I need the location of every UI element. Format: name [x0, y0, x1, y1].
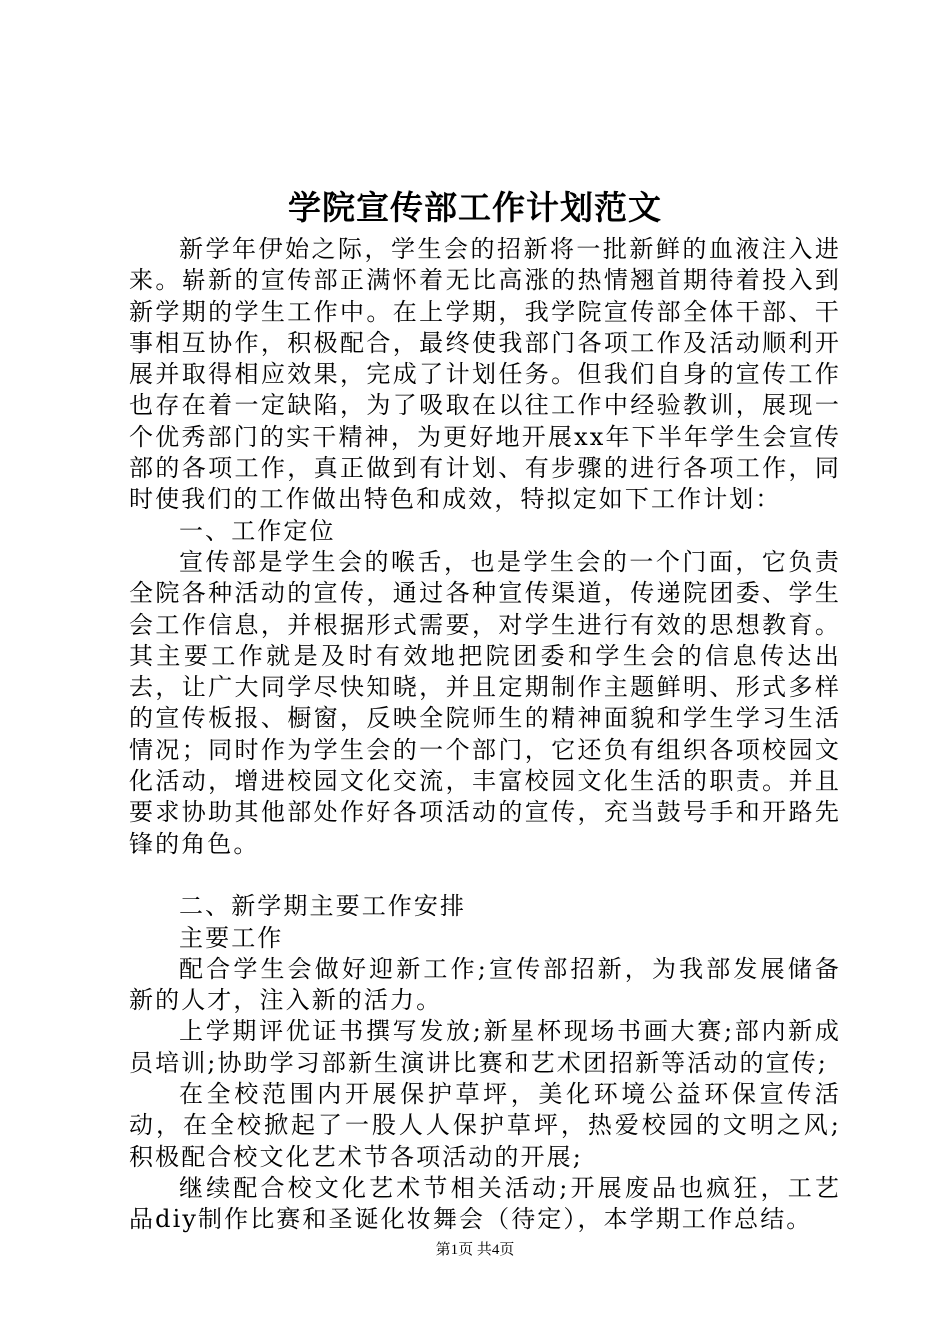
paragraph-work-item-1: 配合学生会做好迎新工作;宣传部招新，为我部发展储备新的人才，注入新的活力。	[129, 954, 841, 1015]
paragraph-work-item-4: 继续配合校文化艺术节相关活动;开展废品也疯狂，工艺品diy制作比赛和圣诞化妆舞会（待定），本学期工作总结。	[129, 1173, 841, 1234]
section-heading-arrangement: 二、新学期主要工作安排	[179, 892, 467, 921]
subheading-main-work: 主要工作	[179, 923, 284, 952]
document-body	[129, 234, 841, 1236]
section-heading-positioning: 一、工作定位	[179, 516, 336, 545]
paragraph-spacer	[129, 860, 841, 891]
paragraph-intro: 新学年伊始之际，学生会的招新将一批新鲜的血液注入进来。崭新的宣传部正满怀着无比高涨的热情翘首期待着投入到新学期的学生工作中。在上学期，我学院宣传部全体干部、干事相互协作，积极配合，最终使我部门各项工作及活动顺利开展并取得相应效果，完成了计划任务。但我们自身的宣传工作也存在着一定缺陷，为了吸取在以往工作中经验教训，展现一个优秀部门的实干精神，为更好地开展xx年下半年学生会宣传部的各项工作，真正做到有计划、有步骤的进行各项工作，同时使我们的工作做出特色和成效，特拟定如下工作计划：	[129, 235, 841, 514]
page-title: 学院宣传部工作计划范文	[288, 188, 662, 227]
paragraph-work-item-3: 在全校范围内开展保护草坪，美化环境公益环保宣传活动，在全校掀起了一股人人保护草坪，热爱校园的文明之风;积极配合校文化艺术节各项活动的开展;	[129, 1080, 841, 1171]
paragraph-work-item-2: 上学期评优证书撰写发放;新星杯现场书画大赛;部内新成员培训;协助学习部新生演讲比赛和艺术团招新等活动的宣传;	[129, 1017, 841, 1077]
paragraph-positioning: 宣传部是学生会的喉舌，也是学生会的一个门面，它负责全院各种活动的宣传，通过各种宣传渠道，传递院团委、学生会工作信息，并根据形式需要，对学生进行有效的思想教育。其主要工作就是及时有效地把院团委和学生会的信息传达出去，让广大同学尽快知晓，并且定期制作主题鲜明、形式多样的宣传板报、橱窗，反映全院师生的精神面貌和学生学习生活情况；同时作为学生会的一个部门，它还负有组织各项校园文化活动，增进校园文化交流，丰富校园文化生活的职责。并且要求协助其他部处作好各项活动的宣传，充当鼓号手和开路先锋的角色。	[129, 547, 841, 858]
page-footer: 第1页 共4页	[435, 1242, 515, 1258]
